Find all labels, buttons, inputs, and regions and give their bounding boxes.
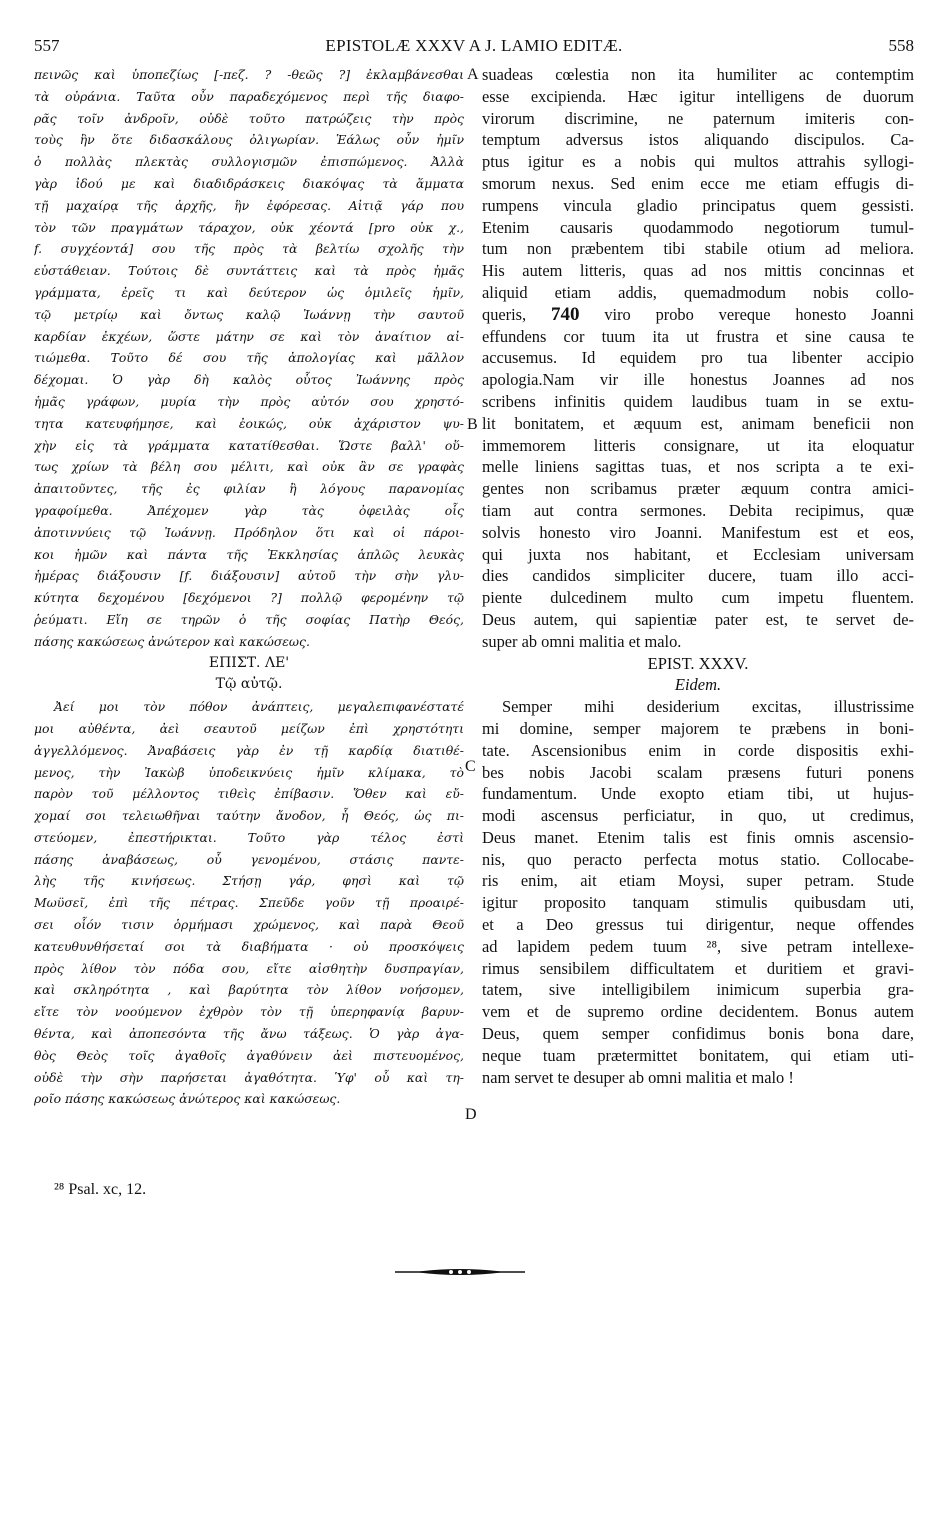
latin-line: aliquid etiam addis, quemadmodum nobis collo-	[482, 282, 914, 302]
latin-line: modi ascensus perficiatur, in quo, ut credimus,	[482, 806, 914, 826]
page-header	[34, 36, 914, 58]
greek-line: Ἀεί μοι τὸν πόθον ἀνάπτεις, μεγαλεπιφανέστατέ	[54, 699, 464, 715]
greek-epistle-heading: ΕΠΙΣΤ. ΛΕ'	[208, 654, 290, 671]
latin-column	[482, 64, 914, 1088]
latin-line: vem et de supremo ordine decidentem. Bonus autem	[482, 1002, 914, 1022]
greek-line: τητα κατευφήμησε, καὶ ἐοικώς, οὐκ ἀχάριστον ψυ-	[34, 415, 464, 431]
column-number-740: 740	[551, 303, 580, 325]
greek-line: τῷ μετρίῳ καὶ ὄντως καλῷ Ἰωάννῃ τὴν σαυτοῦ	[34, 306, 464, 322]
latin-line: tate. Ascensionibus enim in corde dispositis exhi-	[482, 740, 914, 760]
greek-epistle-addressee: Τῷ αὐτῷ.	[215, 676, 283, 693]
greek-line: τοὺς ἣν ὅτε διδασκάλους ὀλιγωρίαν. Ἑάλως οὖν ἡμῖν	[34, 132, 464, 148]
latin-line: effundens cor tuum ita ut frustra et sine causa te	[482, 326, 914, 346]
latin-line: bes nobis Jacobi scalam præsens futuri ponens	[482, 762, 914, 782]
greek-line: καρδίαν ἐκχέων, ὥστε μάτην σε καὶ τὸν ἀναίτιον αἰ-	[34, 328, 464, 344]
margin-mark-a: A	[467, 66, 479, 83]
greek-line: ροῖο πάσης κακώσεως ἀνώτερος καὶ κακώσεως.	[34, 1091, 341, 1107]
greek-line: οὐδὲ τὴν σὴν παρήσεται ἀγαθότητα. Ὑφ' οὗ καὶ τη-	[34, 1069, 464, 1085]
greek-line: ἀποτιννύεις τῷ Ἰωάννῃ. Πρόδηλον ὅτι καὶ οἱ πάροι-	[34, 524, 464, 540]
latin-line: fundamentum. Unde exopto etiam tibi, ut hujus-	[482, 784, 914, 804]
greek-line: ὁ πολλὰς πλεκτὰς συλλογισμῶν ἐπισπώμενος. Ἀλλὰ	[34, 154, 464, 170]
greek-line: θὸς Θεὸς τοῖς ἀγαθοῖς ἀγαθύνειν ἀεὶ πιστευομένος,	[34, 1047, 464, 1063]
latin-line: virorum discrimine, ne paternum imiteris con-	[482, 108, 914, 128]
latin-line: ad lapidem pedem tuum ²⁸, sive petram intellexe-	[482, 936, 914, 956]
greek-line: πρὸς λίθον τὸν πόδα σου, εἴτε αἰσθητὴν δυσπραγίαν,	[34, 960, 464, 976]
greek-line: ρᾶς τοῖν ἀνδροῖν, οὐδὲ τοῦτο πατρώζεις τὴν πρὸς	[34, 110, 464, 126]
latin-epistle-heading: EPIST. XXXV.	[647, 653, 749, 673]
margin-mark-c: C	[465, 758, 476, 775]
greek-line: ῥεύματι. Εἴη σε τηρῶν ὁ τῆς σοφίας Πατὴρ Θεός,	[34, 611, 464, 627]
margin-mark-b: B	[467, 416, 478, 433]
footnote: ²⁸ Psal. xc, 12.	[54, 1181, 147, 1198]
latin-line-part: viro probo vereque honesto Joanni	[604, 304, 914, 324]
greek-line: ἡμᾶς γράφων, μυρία τὴν πρὸς αὐτόν σου χρηστό-	[34, 393, 464, 409]
latin-line: piente dulcedinem multo cum impetu fluentem.	[482, 588, 914, 608]
greek-line: τὰ οὐράνια. Ταῦτα οὖν παραδεχόμενος περὶ τῆς διαφο-	[34, 88, 464, 104]
greek-line: πάσης κακώσεως ἀνώτερον καὶ κακώσεως.	[34, 633, 310, 649]
latin-line: smorum nexus. Sed enim ecce me etiam effugis di-	[482, 173, 914, 193]
greek-line: γραφοίμεθα. Ἀπέχομεν γὰρ τὰς ὀφειλὰς οἷς	[34, 502, 464, 518]
latin-line: His autem litteris, quas ad nos mittis concinnas et	[482, 261, 914, 281]
greek-line: εὐστάθειαν. Τούτοις δὲ συντάττεις καὶ τὰ πρὸς ἡμᾶς	[34, 263, 464, 279]
greek-line: κοι ἡμῶν καὶ πάντα τῆς Ἐκκλησίας ἁπλῶς λευκὰς	[34, 546, 464, 562]
latin-line: apologia.Nam vir ille honestus Joannes ad nos	[482, 370, 914, 390]
greek-line: δέχομαι. Ὁ γὰρ δὴ καλὸς οὗτος Ἰωάννης πρὸς	[34, 372, 464, 388]
latin-line: temptum adversus istos aliquando discipulos. Ca-	[482, 130, 914, 150]
latin-line: dies candidos simpliciter ducere, tuam illo acci-	[482, 566, 914, 586]
latin-line: igitur proposito tanquam stimulis quibusdam uti,	[482, 893, 914, 913]
greek-line: θέντα, καὶ ἀποπεσόντα τῆς ἄνω τάξεως. Ὁ γὰρ ἀγα-	[34, 1026, 464, 1042]
greek-line: Μωϋσεῖ, ἐπὶ τῆς πέτρας. Σπεῦδε γοῦν τῇ προαιρέ-	[34, 895, 464, 911]
greek-line: στεύομεν, ἐπεστήρικται. Τοῦτο γὰρ τέλος ἐστὶ	[34, 829, 464, 845]
greek-line: τιώμεθα. Τοῦτο δέ σου τῆς ἀπολογίας καὶ μᾶλλον	[34, 350, 464, 366]
greek-line: ἀγγελλόμενος. Ἀναβάσεις γὰρ ἐν τῇ καρδίᾳ διατιθέ-	[34, 742, 464, 758]
greek-line: γὰρ ἰδού με καὶ διαδιδράσκεις διακόψας τὰ ἅμματα	[34, 175, 464, 191]
latin-line: ris enim, ait etiam Moysi, super petram. Stude	[482, 871, 914, 891]
greek-line: σει οἷόν τισιν ὁρμήμασι χρώμενος, καὶ παρὰ Θεοῦ	[34, 917, 464, 933]
latin-line: solvis honesto viro Joanni. Manifestum est et eos,	[482, 522, 914, 542]
latin-line: super ab omni malitia et malo.	[482, 631, 682, 651]
latin-line: Deus autem, qui sapientiæ pater est, te servet de-	[482, 609, 914, 629]
greek-line: λὴς τῆς κινήσεως. Στήσῃ γάρ, φησὶ καὶ τῷ	[34, 873, 464, 889]
ornament-rule	[395, 1267, 525, 1277]
latin-line: accusemus. Id equidem pro tua libenter accipio	[482, 348, 914, 368]
latin-line: esse excipienda. Hæc igitur intelligens de duorum	[482, 86, 914, 106]
latin-line: ptus igitur es a nobis qui multos attrahis syllogi-	[482, 152, 914, 172]
latin-line: immemorem litteris consignare, ut ita eloquatur	[482, 435, 914, 455]
greek-line: εἴτε τὸν νοούμενον ἐχθρὸν τὸν τῇ ὑπερηφανίᾳ βαρυν-	[34, 1004, 464, 1020]
greek-line: ἡμέρας διάξουσιν [f. διάξουσιν] αὐτοῦ τὴν σὴν γλυ-	[34, 568, 464, 584]
latin-line: suadeas cœlestia non ita humiliter ac contemptim	[482, 65, 914, 84]
latin-line: tiam aut contra sermones. Debita recipimus, quæ	[482, 500, 914, 520]
latin-line: Deus manet. Etenim talis est finis omnis ascensio-	[482, 827, 914, 847]
greek-line: μενος, τὴν Ἰακὼβ ὑποδεικνύεις ἡμῖν κλίμακα, τὸ	[34, 764, 464, 780]
greek-line: παρὸν τοῦ μέλλοντος τιθεὶς ἐπίβασιν. Ὅθεν καὶ εὔ-	[34, 786, 464, 802]
greek-line: ἀπαιτοῦντες, τῆς ἐς φιλίαν ἢ λόγους παρανομίας	[34, 481, 464, 497]
latin-line: nis, quo peracto perfecta motus statio. Collocabe-	[482, 849, 914, 869]
latin-line: rimus sensibilem difficultatem et duritiem et gravi-	[482, 958, 914, 978]
latin-line: neque tuam prætermittet bonitatem, qui etiam uti-	[482, 1045, 914, 1065]
greek-line: πεινῶς καὶ ὑποπεζίως [-πεζ. ? -θεῶς ?] ἐκλαμβάνεσθαι	[34, 67, 464, 82]
greek-line: f. συγχέοντά] σου τῆς πρὸς τὰ βελτίω σχολῆς τὴν	[34, 241, 464, 257]
latin-line: tum non præbentem tibi stabile otium ad meliora.	[482, 239, 914, 259]
latin-line: melle liniens sagittas tuas, et nos scripta a te exi-	[482, 457, 914, 477]
latin-line: et a Deo gressus tui dirigentur, neque offendes	[482, 915, 914, 935]
margin-mark-d: D	[465, 1106, 477, 1123]
latin-line: mi domine, semper majorem te præbens in boni-	[482, 718, 914, 738]
latin-line: rumpens vincula gladio principatus quem gessisti.	[482, 195, 914, 215]
latin-line: Etenim causaris quodammodo negotiorum tumul-	[482, 217, 914, 237]
latin-line	[482, 304, 914, 326]
latin-line: nam servet te desuper ab omni malitia et malo !	[482, 1067, 794, 1087]
greek-column	[34, 64, 464, 1110]
greek-line: τὸν τῶν πραγμάτων τάραχον, οὐκ χέοντά [pro οὐκ χ.,	[34, 219, 464, 235]
greek-line: τως χρίων τὰ βέλη σου μέλιτι, καὶ οὐκ ἂν σε γραφὰς	[34, 459, 464, 475]
greek-line: χὴν εἰς τὰ γράμματα κατατίθεσθαι. Ὥστε βαλλ' οὕ-	[34, 437, 464, 453]
greek-line: τῇ μαχαίρᾳ τῆς ἀρχῆς, ἣν ἐφόρεσας. Αἰτιᾷ γάρ που	[34, 197, 464, 213]
greek-line: πάσης ἀναβάσεως, οὗ γενομένου, στάσις παντε-	[34, 851, 464, 867]
latin-line: Deus, quem semper confidimus bonis bona dare,	[482, 1024, 914, 1044]
latin-line: scribens infinitis quidem laudibus tuam in se extu-	[482, 391, 914, 411]
latin-line: qui juxta nos habitant, et Ecclesiam universam	[482, 544, 914, 564]
left-page-number: 557	[34, 36, 60, 55]
greek-line: γράμματα, ἐρεῖς τι καὶ δεύτερον ὡς ὁμιλεῖς ἡμῖν,	[34, 284, 464, 300]
latin-line-part: queris,	[482, 304, 527, 324]
greek-line: κύτητα δεχομένου [δεχόμενοι ?] πολλῷ φερομένην τῷ	[34, 590, 464, 606]
greek-line: καὶ σκληρότητα , καὶ βαρύτητα τὸν λίθον νοήσομεν,	[34, 982, 464, 998]
latin-epistle-addressee: Eidem.	[674, 675, 722, 695]
greek-line: κατευθυνθήσεταί σοι τὰ διαβήματα · οὐ προσκόψεις	[34, 938, 464, 954]
latin-line: tatem, sive intelligibilem inimicum superbia gra-	[482, 980, 914, 1000]
latin-line: gentes non scribamus præter æquum contra amici-	[482, 479, 914, 499]
latin-line: Semper mihi desiderium excitas, illustrissime	[502, 697, 914, 717]
greek-line: μοι αὐθέντα, ἀεὶ σεαυτοῦ μείζων ἐπὶ χρηστότητι	[34, 720, 464, 736]
running-title: EPISTOLÆ XXXV A J. LAMIO EDITÆ.	[325, 36, 623, 55]
latin-line: lit bonitatem, et æquum est, animam beneficii non	[482, 413, 914, 433]
right-page-number: 558	[888, 36, 914, 55]
greek-line: χομαί σοι τελειωθῆναι ταύτην ἄνοδον, ἧ Θεός, ὡς πι-	[34, 808, 464, 824]
